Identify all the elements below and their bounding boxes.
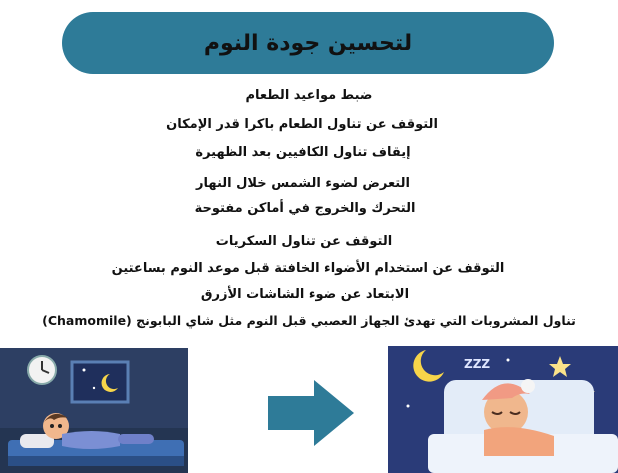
- tip-item: تناول المشروبات التي تهدئ الجهاز العصبي قبل النوم مثل شاي البابونج (Chamomile): [42, 313, 576, 328]
- tip-item: التعرض لضوء الشمس خلال النهار: [196, 176, 410, 191]
- tip-item: الابتعاد عن ضوء الشاشات الأزرق: [200, 287, 410, 302]
- tip-item: ضبط مواعيد الطعام: [245, 88, 373, 103]
- tip-item: التوقف عن استخدام الأضواء الخافتة قبل موعد النوم بساعتين: [111, 261, 505, 276]
- page-title: لتحسين جودة النوم: [203, 30, 413, 56]
- restful-sleep-illustration: [388, 346, 618, 473]
- title-banner: [62, 12, 554, 74]
- zzz-text: ZZZ: [464, 357, 491, 371]
- tip-item: إيقاف تناول الكافيين بعد الظهيرة: [195, 145, 411, 160]
- right-arrow-icon: [268, 380, 354, 446]
- clock-icon: [28, 356, 56, 384]
- tip-item: التوقف عن تناول الطعام باكرا قدر الإمكان: [166, 117, 438, 132]
- tip-item: التوقف عن تناول السكريات: [215, 234, 393, 249]
- tip-item: التحرك والخروج في أماكن مفتوحة: [194, 201, 416, 216]
- sleepless-illustration: [0, 348, 188, 473]
- night-window: [72, 362, 128, 402]
